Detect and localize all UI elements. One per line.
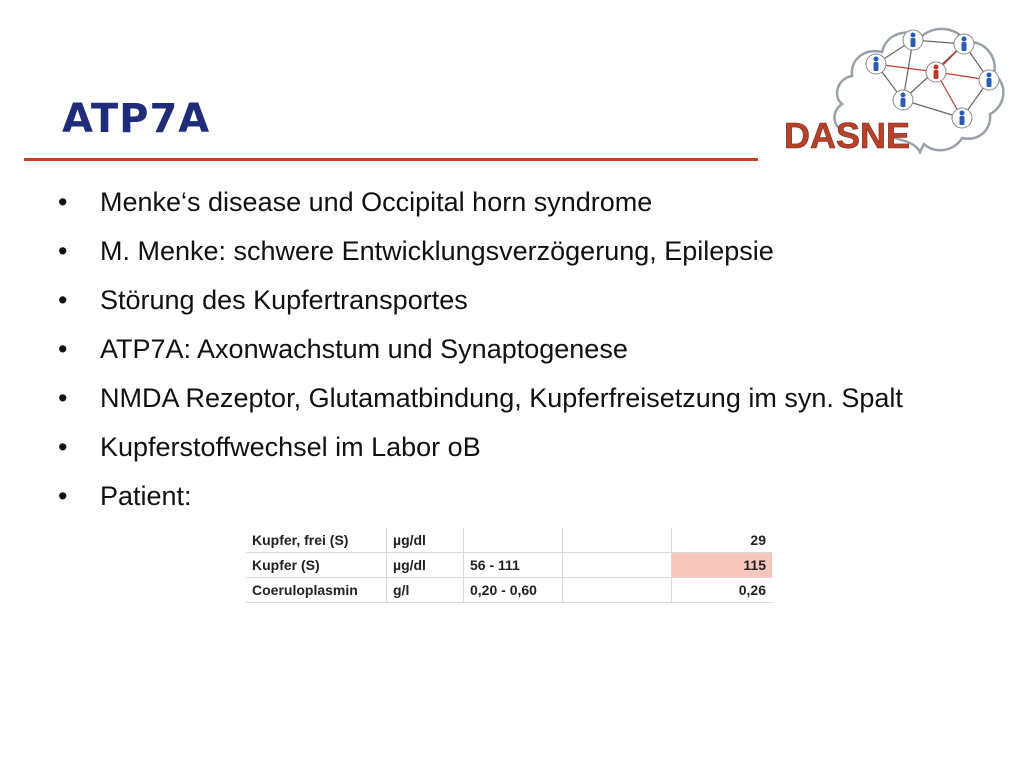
bullet-marker: •	[58, 236, 68, 266]
bullet-marker: •	[58, 334, 68, 364]
bullet-item	[58, 480, 978, 512]
person-icon-highlighted	[926, 62, 946, 82]
bullet-item	[58, 235, 978, 267]
person-icon	[979, 70, 999, 90]
lab-extra	[563, 553, 672, 578]
table-row	[246, 553, 772, 578]
person-icon	[893, 90, 913, 110]
lab-name: Kupfer (S)	[246, 553, 387, 578]
page-title: ATP7A	[62, 96, 211, 142]
table-row	[246, 528, 772, 553]
lab-extra	[563, 528, 672, 553]
person-icon	[866, 54, 886, 74]
bullet-text: M. Menke: schwere Entwicklungsverzögerung, Epilepsie	[100, 236, 774, 266]
bullet-marker: •	[58, 285, 68, 315]
logo-text: DASNE	[784, 115, 911, 156]
title-divider	[24, 158, 758, 161]
bullet-item	[58, 333, 978, 365]
lab-value-flagged: 115	[672, 553, 773, 578]
lab-unit: g/l	[387, 578, 464, 603]
bullet-marker: •	[58, 187, 68, 217]
lab-unit: µg/dl	[387, 553, 464, 578]
bullet-item	[58, 186, 978, 218]
bullet-marker: •	[58, 383, 68, 413]
lab-value: 29	[672, 528, 773, 553]
bullet-item	[58, 431, 978, 463]
bullet-text: Kupferstoffwechsel im Labor oB	[100, 432, 481, 462]
bullet-item	[58, 284, 978, 316]
lab-results-table	[246, 528, 772, 603]
lab-value: 0,26	[672, 578, 773, 603]
bullet-text: Patient:	[100, 481, 192, 511]
lab-unit: µg/dl	[387, 528, 464, 553]
bullet-marker: •	[58, 481, 68, 511]
person-icon	[954, 34, 974, 54]
lab-range: 56 - 111	[464, 553, 563, 578]
lab-range: 0,20 - 0,60	[464, 578, 563, 603]
bullet-marker: •	[58, 432, 68, 462]
person-icon	[952, 108, 972, 128]
dasne-logo	[772, 12, 1012, 162]
lab-extra	[563, 578, 672, 603]
bullet-text: NMDA Rezeptor, Glutamatbindung, Kupferfreisetzung im syn. Spalt	[100, 383, 903, 413]
person-icon	[903, 30, 923, 50]
bullet-item	[58, 382, 978, 414]
bullet-text: Menke‘s disease und Occipital horn syndrome	[100, 187, 653, 217]
lab-name: Kupfer, frei (S)	[246, 528, 387, 553]
bullet-text: ATP7A: Axonwachstum und Synaptogenese	[100, 334, 628, 364]
table-row	[246, 578, 772, 603]
lab-name: Coeruloplasmin	[246, 578, 387, 603]
bullet-list	[58, 186, 978, 529]
lab-range	[464, 528, 563, 553]
bullet-text: Störung des Kupfertransportes	[100, 285, 468, 315]
